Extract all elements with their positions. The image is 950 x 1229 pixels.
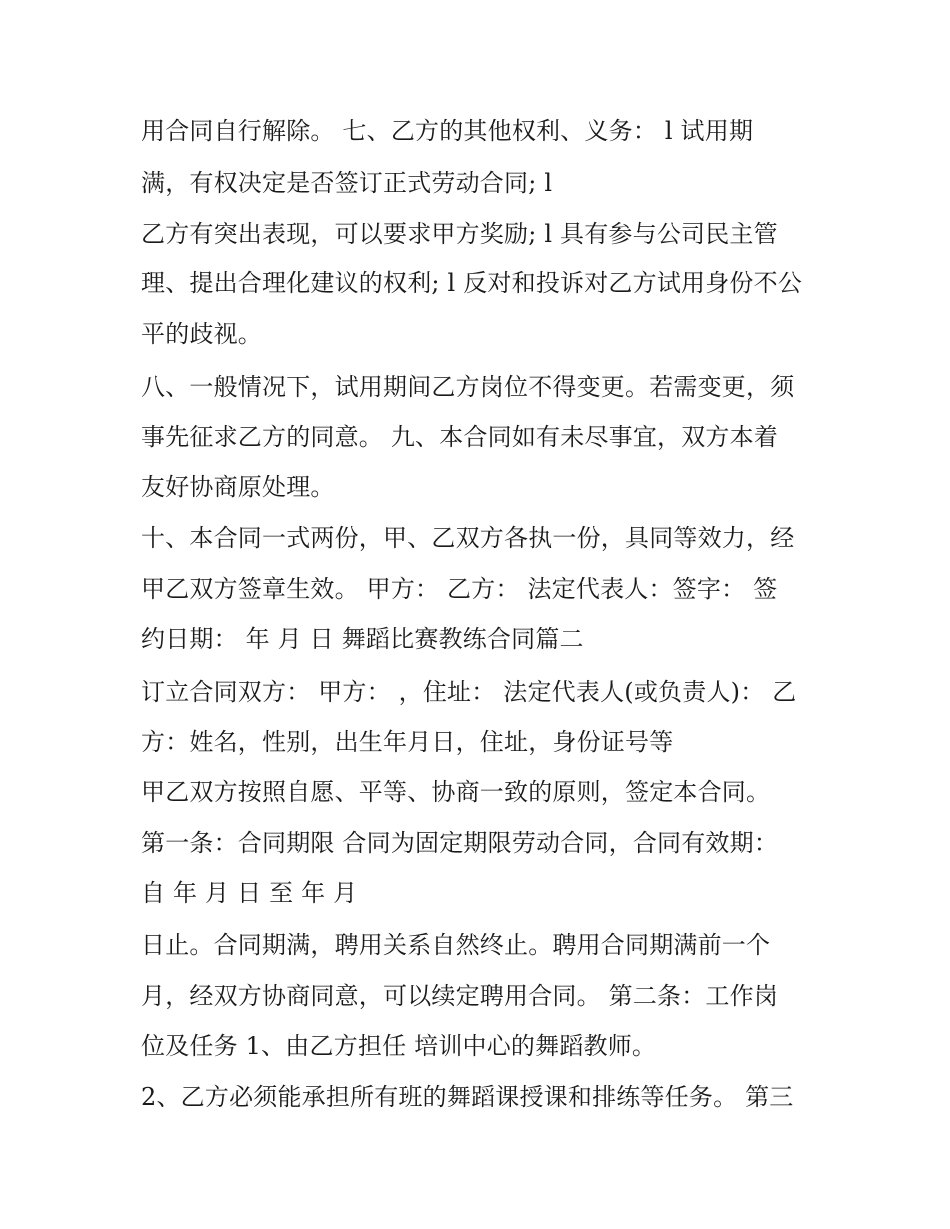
text-line: 自 年 月 日 至 年 月 [141,879,358,907]
text-line: 2、乙方必须能承担所有班的舞蹈课授课和排练等任务。 第三 [141,1083,794,1111]
text-line: 十、本合同一式两份，甲、乙双方各执一份，具同等效力，经 [141,524,795,552]
text-line: 日止。合同期满，聘用关系自然终止。聘用合同期满前一个 [141,931,771,959]
text-line: 甲乙双方签章生效。 甲方： 乙方： 法定代表人：签字： 签 [141,575,778,603]
text-line: 理、提出合理化建议的权利; l 反对和投诉对乙方试用身份不公 [141,269,803,297]
text-line: 位及任务 1、由乙方担任 培训中心的舞蹈教师。 [141,1032,657,1060]
text-line: 平的歧视。 [141,320,262,348]
text-line: 第一条：合同期限 合同为固定期限劳动合同，合同有效期： [141,829,779,857]
text-line: 用合同自行解除。 七、乙方的其他权利、义务： l 试用期 [141,117,754,145]
text-line: 甲乙双方按照自愿、平等、协商一致的原则，签定本合同。 [141,778,771,806]
text-line: 事先征求乙方的同意。 九、本合同如有未尽事宜，双方本着 [141,423,779,451]
text-line: 订立合同双方： 甲方： ，住址： 法定代表人(或负责人)： 乙 [141,678,797,706]
text-line: 乙方有突出表现，可以要求甲方奖励; l 具有参与公司民主管 [141,220,778,248]
text-line: 约日期： 年 月 日 舞蹈比赛教练合同篇二 [141,625,584,653]
text-line: 月，经双方协商同意，可以续定聘用合同。 第二条：工作岗 [141,982,779,1010]
text-line: 八、一般情况下，试用期间乙方岗位不得变更。若需变更，须 [141,373,795,401]
text-line: 满，有权决定是否签订正式劳动合同; l [141,169,553,197]
text-line: 友好协商原处理。 [141,473,335,501]
text-line: 方：姓名，性别，出生年月日，住址，身份证号等 [141,728,674,756]
